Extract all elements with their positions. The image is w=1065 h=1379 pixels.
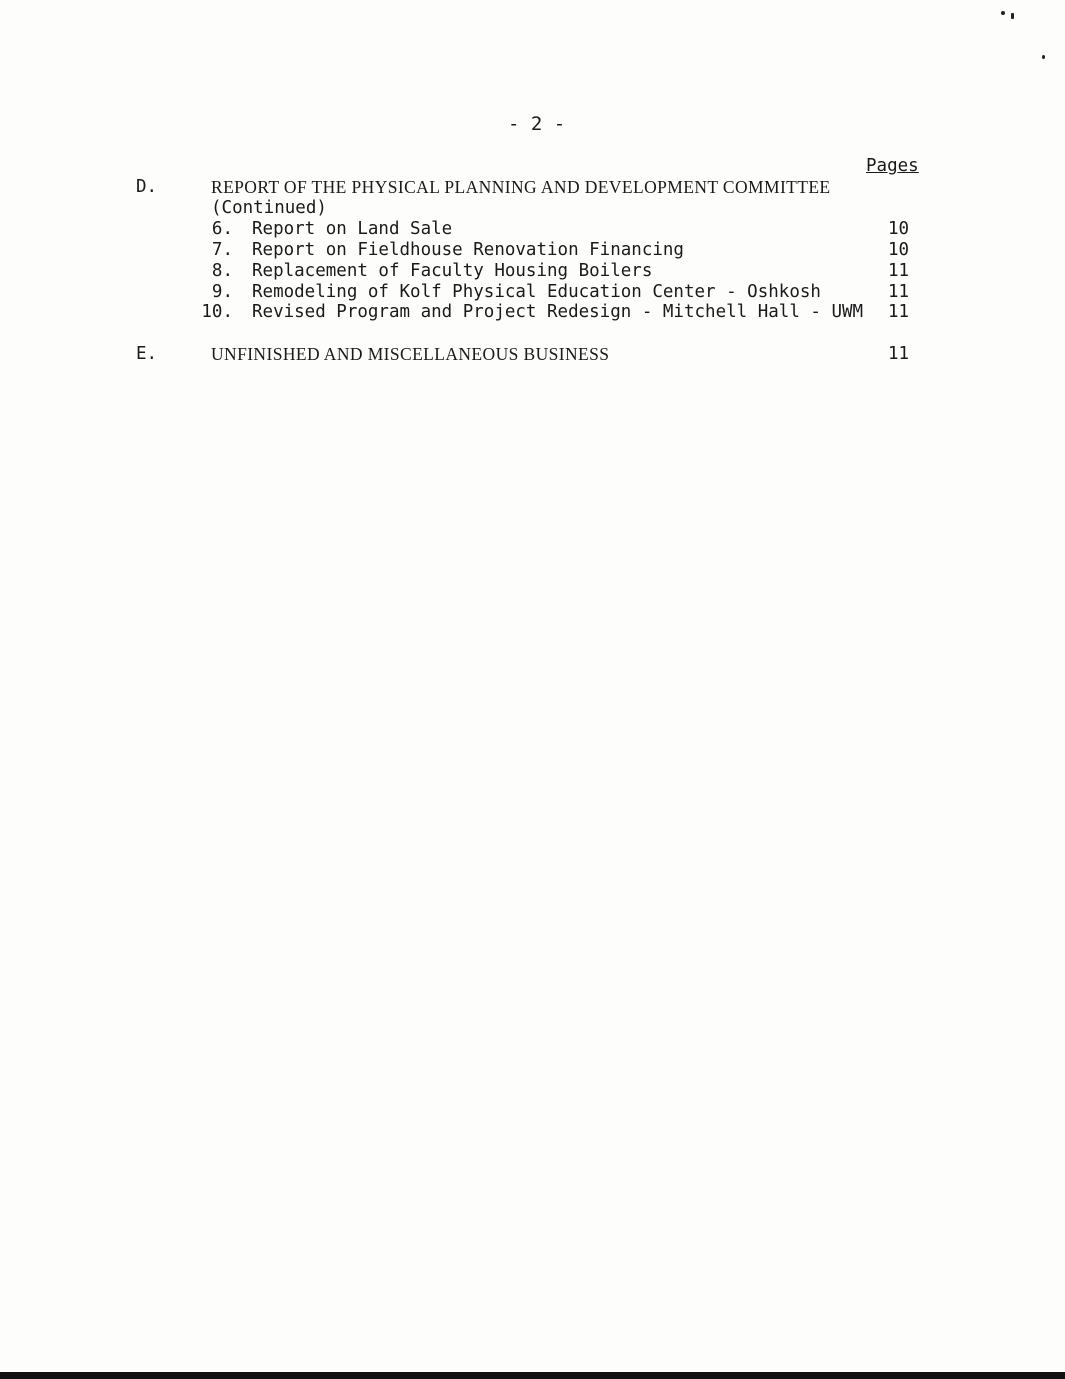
section-d-letter: D. xyxy=(136,177,158,197)
pages-column-header: Pages xyxy=(866,156,919,176)
item-number: 6. xyxy=(211,219,233,239)
item-title: Replacement of Faculty Housing Boilers xyxy=(252,261,653,281)
section-e-page: 11 xyxy=(888,344,910,364)
item-number: 7. xyxy=(211,240,233,260)
section-d-title-continued: (Continued) xyxy=(211,198,327,218)
scan-speck xyxy=(1001,11,1005,15)
item-page: 11 xyxy=(888,261,910,281)
section-e-title: UNFINISHED AND MISCELLANEOUS BUSINESS xyxy=(211,344,610,364)
item-number: 9. xyxy=(211,282,233,302)
item-page: 11 xyxy=(888,282,910,302)
item-title: Remodeling of Kolf Physical Education Center - Oshkosh xyxy=(252,282,821,302)
item-number: 10. xyxy=(201,302,233,322)
item-page: 11 xyxy=(888,302,910,322)
section-e-letter: E. xyxy=(136,344,158,364)
page-number: - 2 - xyxy=(508,113,566,135)
item-title: Revised Program and Project Redesign - Mitchell Hall - UWM xyxy=(252,302,864,322)
item-page: 10 xyxy=(888,240,910,260)
scan-speck xyxy=(1042,55,1045,59)
scan-bottom-edge xyxy=(0,1372,1065,1379)
scan-speck xyxy=(1011,13,1014,19)
item-page: 10 xyxy=(888,219,910,239)
item-title: Report on Land Sale xyxy=(252,219,453,239)
item-title: Report on Fieldhouse Renovation Financing xyxy=(252,240,684,260)
section-d-title: REPORT OF THE PHYSICAL PLANNING AND DEVELOPMENT COMMITTEE xyxy=(211,177,831,197)
item-number: 8. xyxy=(211,261,233,281)
